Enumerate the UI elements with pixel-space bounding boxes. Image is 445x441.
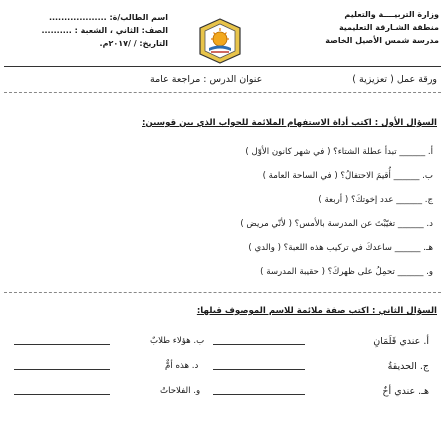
q1-title: السؤال الأول : اكتب أداة الاستفهام الملائمة للجواب الذي بين قوسين: — [142, 118, 437, 128]
sun-logo-icon — [198, 18, 242, 64]
q2-answer-a[interactable] — [213, 344, 305, 345]
q2-title: السؤال الثاني : اكتب صفة ملائمة للاسم الموصوف قبلها: — [196, 306, 437, 316]
title-divider — [4, 92, 441, 93]
q2-item-e-text: هـ. عندي أخٌ — [382, 386, 429, 397]
school-logo — [198, 18, 242, 64]
grade-field[interactable]: الصف: الثاني ، الشعبة : .......... — [41, 26, 168, 35]
q2-item-f-text: و. الفلاحاتُ — [160, 386, 201, 396]
q2-item-c-text: ج. الحديقةُ — [387, 361, 429, 372]
q2-item-d-text: د. هذه أمٌّ — [165, 361, 199, 371]
q2-item-a-text: أ. عندي قَلَمَانِ — [373, 336, 429, 347]
q2-answer-b[interactable] — [14, 344, 110, 345]
q2-item-c — [388, 361, 429, 372]
q2-item-b — [150, 336, 204, 346]
zone-name: منطقة الشـارقة التعليمية — [338, 23, 439, 32]
lesson-title: عنوان الدرس : مراجعة عامة — [150, 74, 263, 85]
q1-item-e[interactable]: هـ. ______ ساعدكَ في تركيب هذه اللعبة؟ ( والدي ) — [248, 243, 433, 253]
date-field[interactable]: التاريخ: / /٢٠١٧م. — [99, 39, 168, 48]
q2-answer-e[interactable] — [213, 394, 305, 395]
q2-item-b-text: ب. هؤلاء طلابٌ — [150, 336, 205, 346]
q2-answer-c[interactable] — [213, 369, 305, 370]
q1-item-c[interactable]: ج. ______ عدد إخوتكَ؟ ( أربعة ) — [318, 195, 433, 205]
q2-item-d — [165, 361, 198, 371]
ministry-name: وزارة التربيــــة والتعليم — [344, 10, 439, 19]
q-divider — [4, 292, 441, 293]
worksheet-type: ورقة عمل ( تعزيزية ) — [352, 74, 437, 85]
q1-item-b[interactable]: ب. ______ أُقيمَ الاحتفالُ؟ ( في الساحة العامة ) — [262, 171, 433, 181]
school-name: مدرسة شمس الأصيل الخاصة — [325, 36, 439, 45]
q1-item-d[interactable]: د. ______ تغيّبْتَ عن المدرسة بالأمس؟ ( لأنّي مريض ) — [240, 219, 433, 229]
q2-item-e — [382, 386, 429, 397]
q2-item-a — [373, 336, 429, 347]
q2-answer-f[interactable] — [14, 394, 110, 395]
q1-item-a[interactable]: أ. ______ تبدأ عطلة الشتاء؟ ( في شهر كانون الأوّل ) — [245, 147, 433, 157]
student-name-field[interactable]: اسم الطالب/ة: ................... — [48, 13, 168, 22]
q2-item-f — [160, 386, 200, 396]
q1-item-f[interactable]: و. ______ تحمِلُ على ظهركَ؟ ( حقيبة المدرسة ) — [260, 267, 433, 277]
header-divider — [4, 66, 441, 67]
q2-answer-d[interactable] — [14, 369, 110, 370]
